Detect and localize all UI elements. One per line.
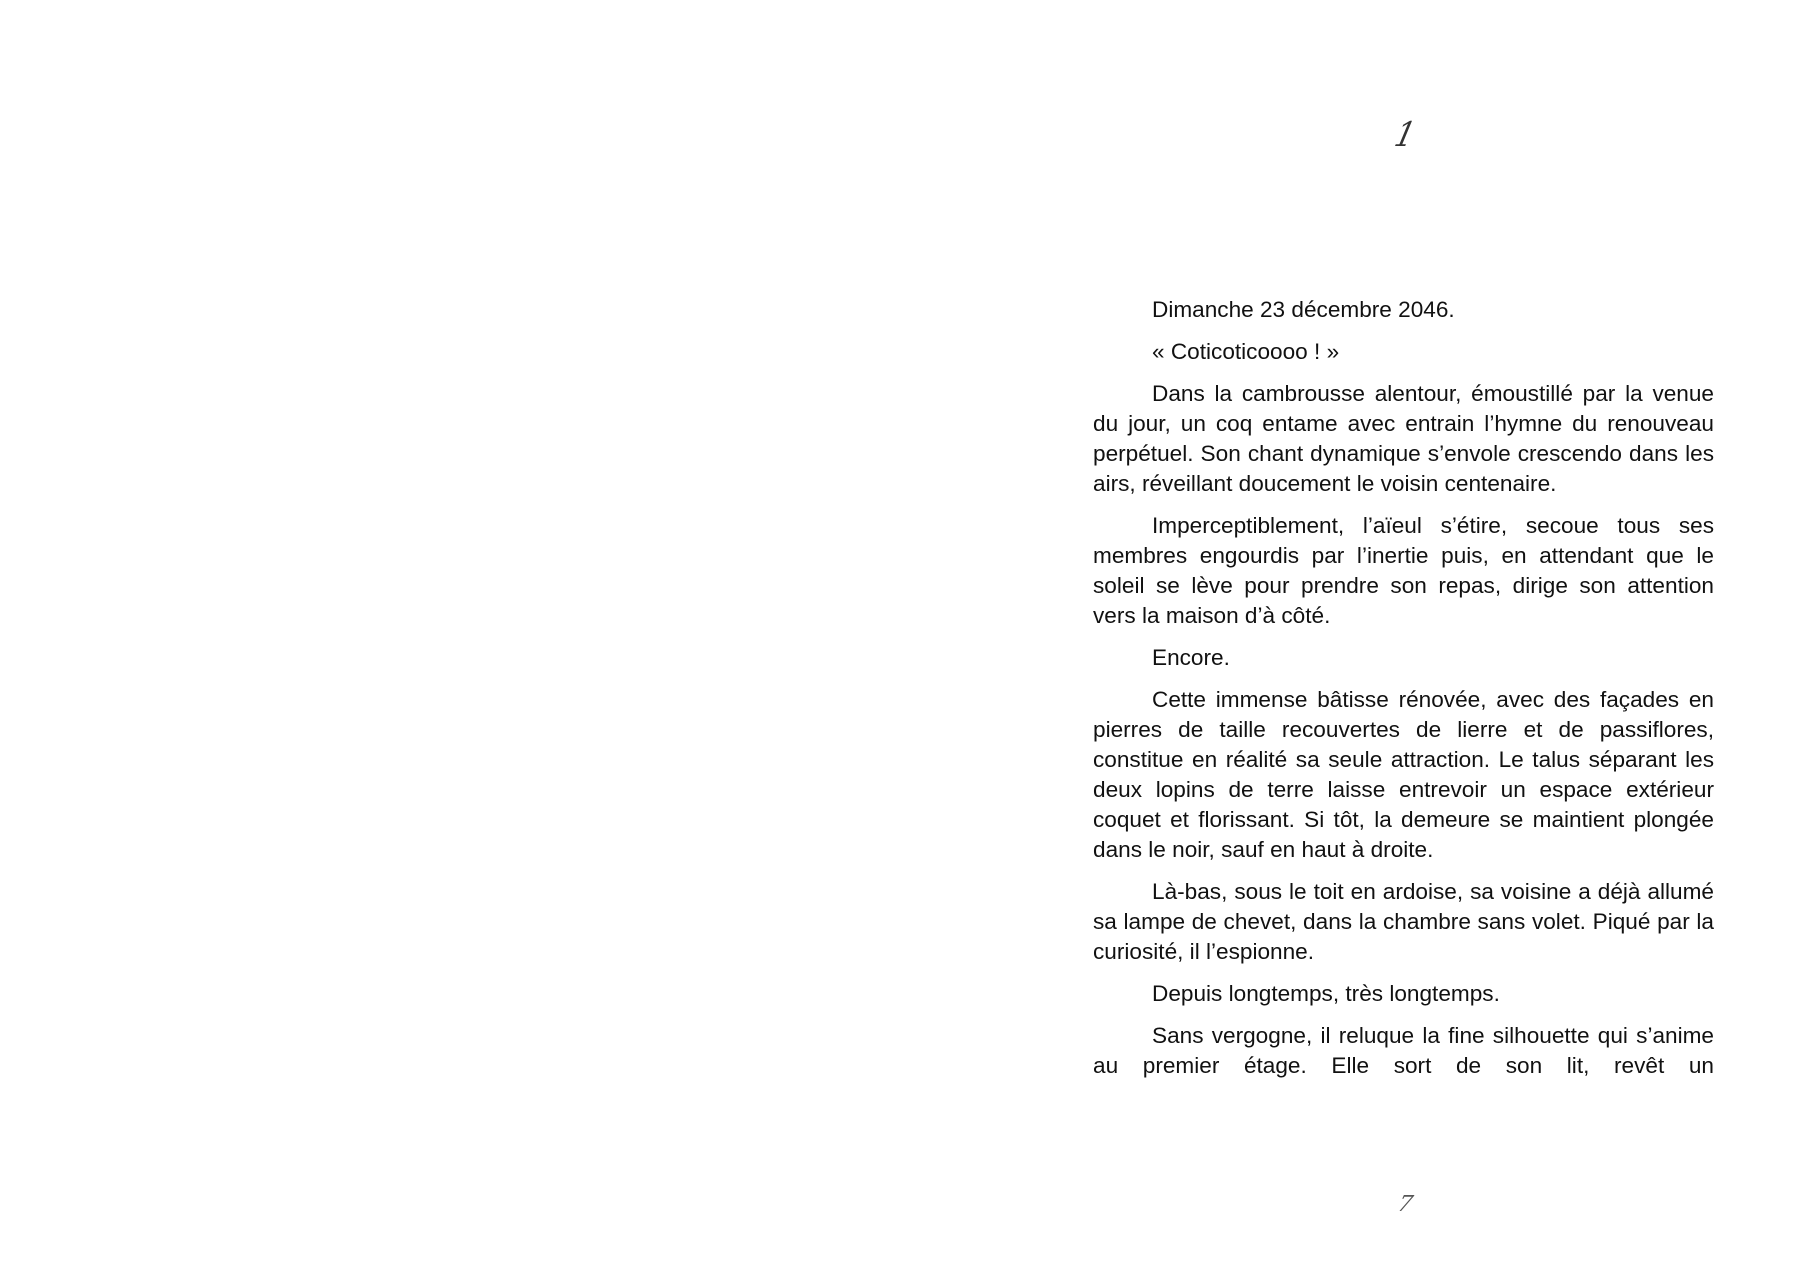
paragraph: Dans la cambrousse alentour, émoustillé par la venue du jour, un coq entame avec entrain l’hymne du renouveau perpétuel. Son chant dynamique s’envole crescendo dans les airs, réveillant doucement le voisin centenaire. [1093, 381, 1714, 496]
chapter-number: 1 [1390, 115, 1420, 155]
paragraph-date: Dimanche 23 décembre 2046. [1152, 297, 1455, 322]
paragraph: Depuis longtemps, très longtemps. [1152, 981, 1500, 1006]
chapter-text [1093, 295, 1714, 1093]
paragraph: Là-bas, sous le toit en ardoise, sa voisine a déjà allumé sa lampe de chevet, dans la chambre sans volet. Piqué par la curiosité, il l’espionne. [1093, 879, 1714, 964]
paragraph: Encore. [1152, 645, 1230, 670]
paragraph: Sans vergogne, il reluque la fine silhouette qui s’anime au premier étage. Elle sort de son lit, revêt un [1093, 1023, 1714, 1078]
left-page-blank [0, 0, 909, 1276]
paragraph: Imperceptiblement, l’aïeul s’étire, secoue tous ses membres engourdis par l’inertie puis, en attendant que le soleil se lève pour prendre son repas, dirige son attention vers la maison d’à côté. [1093, 513, 1714, 628]
paragraph-rooster-call: « Coticoticoooo ! » [1152, 339, 1340, 364]
paragraph: Cette immense bâtisse rénovée, avec des façades en pierres de taille recouvertes de lierre et de passiflores, constitue en réalité sa seule attraction. Le talus séparant les deux lopins de terre laisse entrevoir un espace extérieur coquet et florissant. Si tôt, la demeure se maintient plongée dans le noir, sauf en haut à droite. [1093, 687, 1714, 862]
page-number: 7 [1395, 1192, 1416, 1217]
